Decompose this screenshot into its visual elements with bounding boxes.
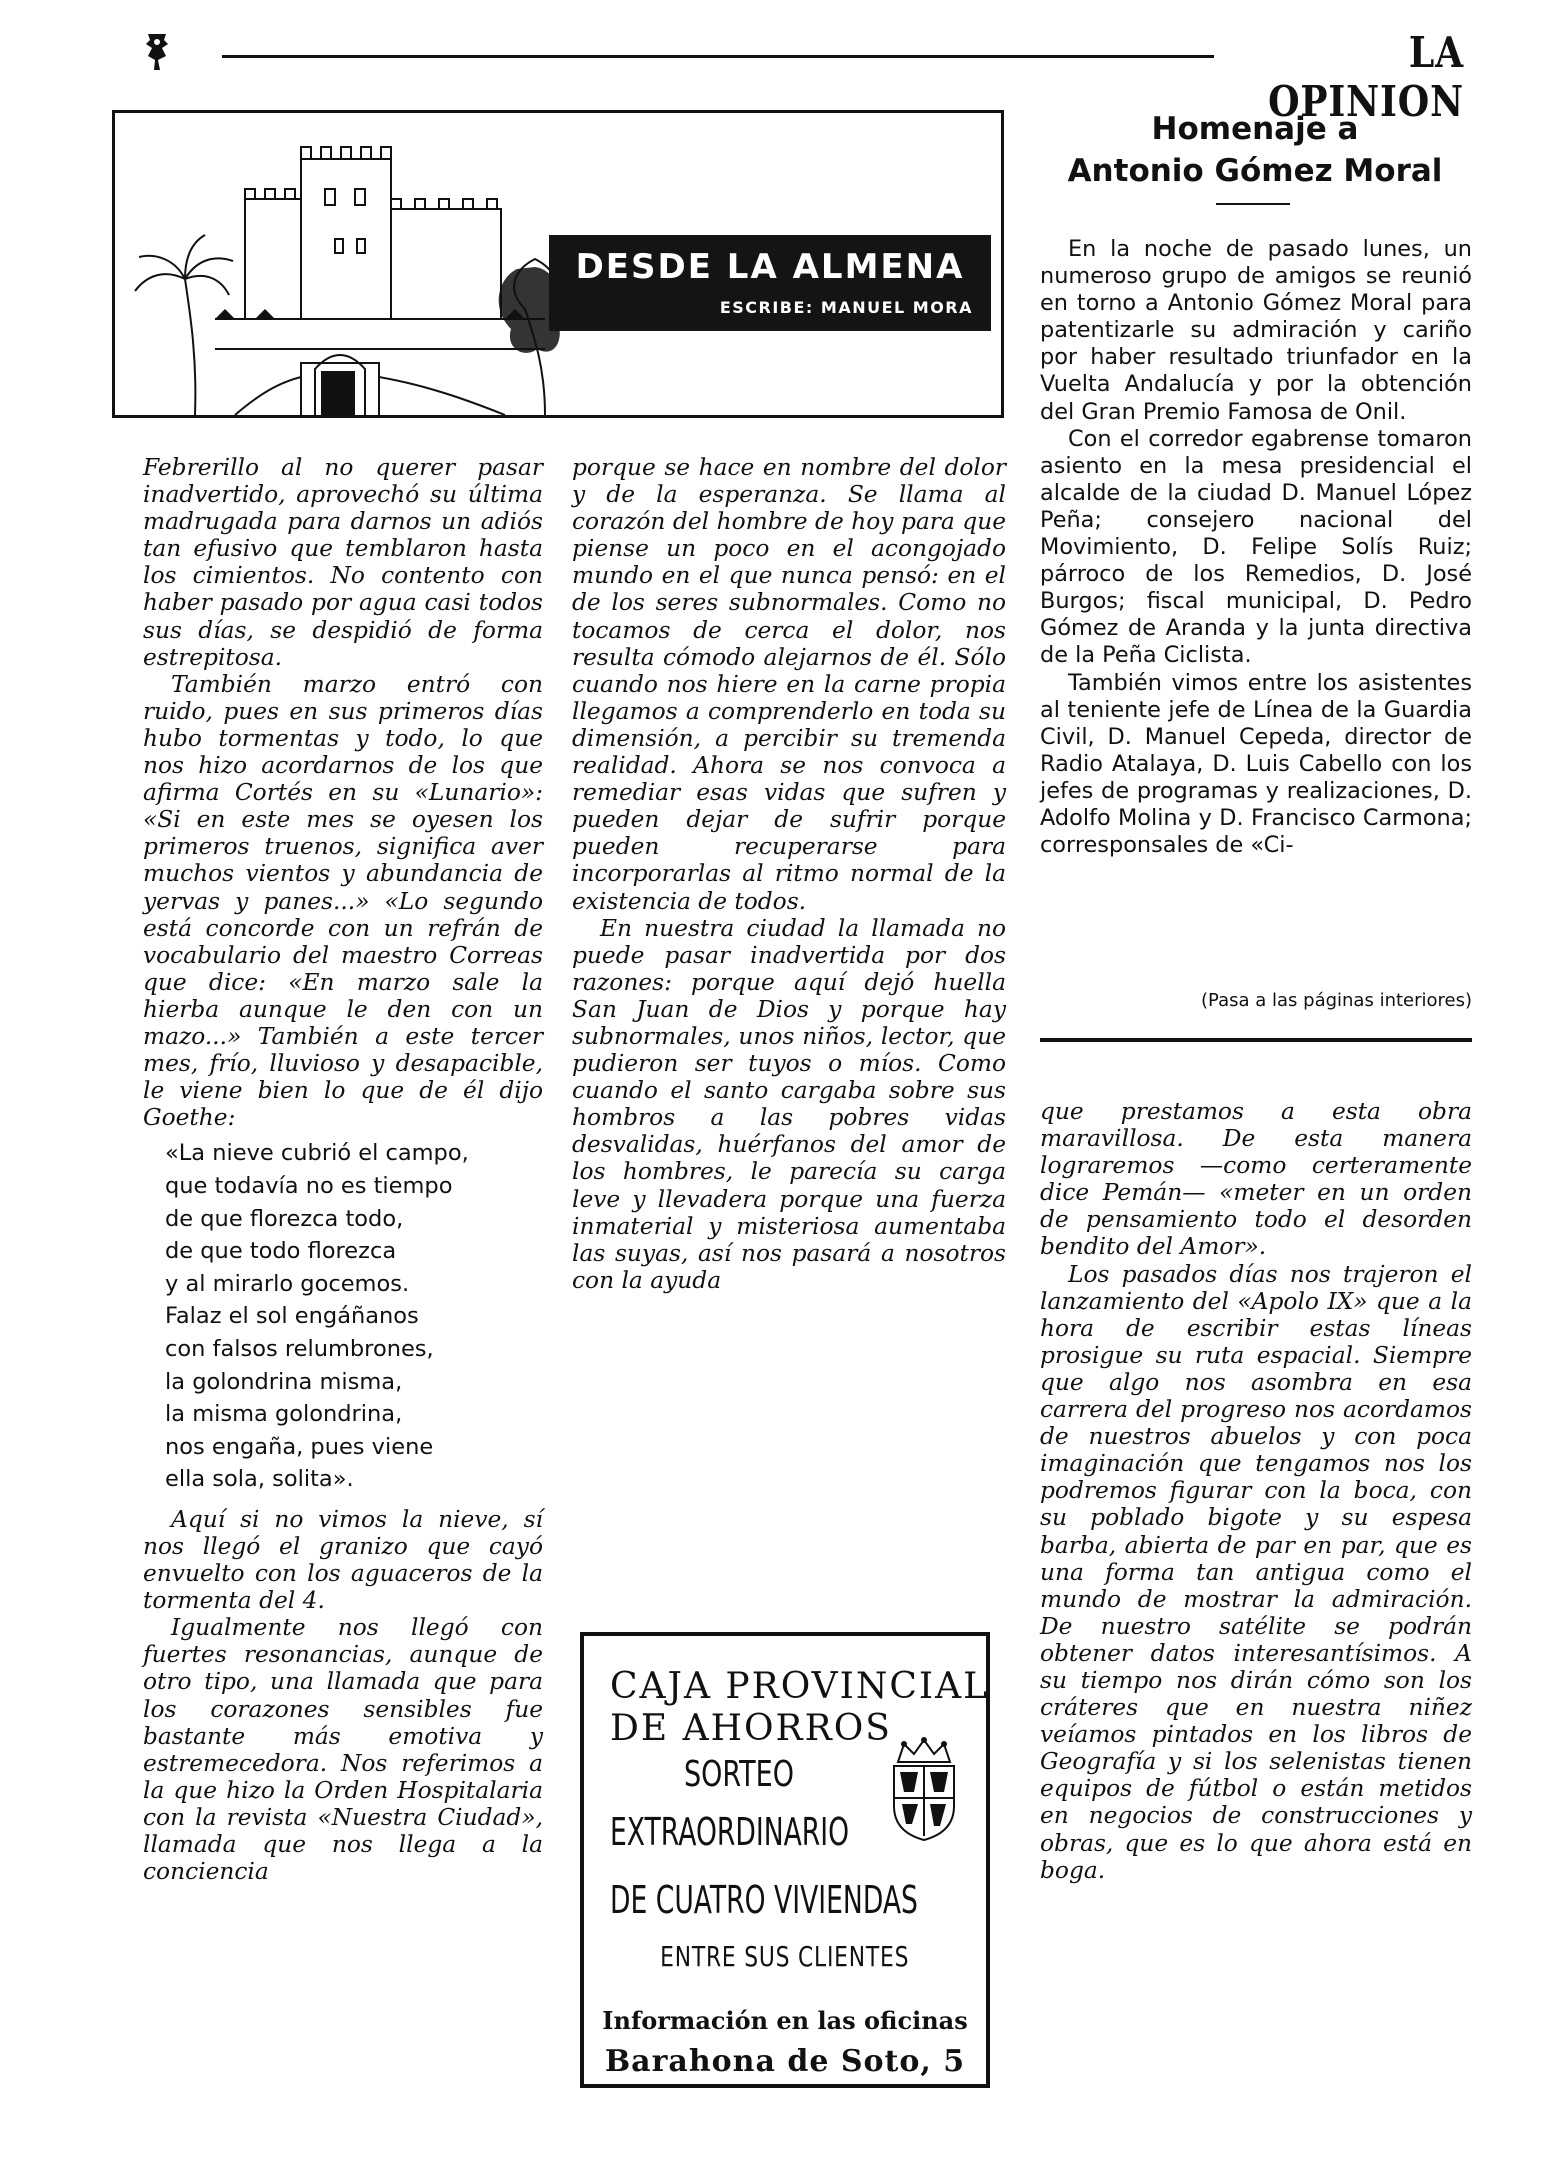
ad-line: SORTEO — [684, 1754, 794, 1795]
coat-of-arms-icon — [884, 1736, 964, 1842]
paragraph: También vimos entre los asistentes al teniente jefe de Línea de la Guardia Civil, D. Manuel Cepeda, director de Radio Atalaya, D. Luis Cabello con los jefes de programas y realizaciones, D. Adolfo Molina y D. Francisco Carmona; corresponsales de «Ci- — [1040, 669, 1472, 859]
poem-line: de que florezca todo, — [165, 1205, 404, 1232]
ad-line: DE CUATRO VIVIENDAS — [610, 1878, 918, 1922]
masthead-title: LA OPINION — [1268, 28, 1464, 126]
banner-title: DESDE LA ALMENA — [575, 247, 965, 287]
ad-line — [584, 1940, 986, 1973]
homenaje-article — [1040, 236, 1472, 859]
ad-line: DE AHORROS — [610, 1708, 892, 1749]
title-rule — [1216, 203, 1290, 205]
poem-line: la golondrina misma, — [165, 1368, 403, 1395]
masthead-logo-icon — [142, 30, 172, 74]
paragraph: También marzo entró con ruido, pues en sus primeros días hubo tormentas y todo, lo que nos hizo acordarnos de los que afirma Cortés en su «Lunario»: «Si en este mes se oyesen los primeros truenos, significa aver muchos vientos y abundancia de yervas y panes...» «Lo segundo está concorde con un refrán de vocabulario del maestro Correas que dice: «En marzo sale la hierba aunque le den con un mazo...» También a este tercer mes, frío, lluvioso y desapacible, le viene bien lo que de él dijo Goethe: — [143, 670, 543, 1132]
poem-line: con falsos relumbrones, — [165, 1335, 434, 1362]
banner-byline: ESCRIBE: MANUEL MORA — [719, 298, 973, 317]
poem-line: de que todo florezca — [165, 1238, 397, 1265]
paragraph: Con el corredor egabrense tomaron asiento en la mesa presidencial el alcalde de la ciudad D. Manuel López Peña; consejero nacional del Movimiento, D. Felipe Solís Ruiz; párroco de los Remedios, D. José Burgos; fiscal municipal, D. Pedro Gómez de Aranda y la junta directiva de la Peña Ciclista. — [1040, 425, 1472, 669]
homenaje-title-line: Antonio Gómez Moral — [1067, 153, 1443, 189]
article-right-column — [1040, 1098, 1472, 1884]
poem-line: «La nieve cubrió el campo, — [165, 1140, 469, 1167]
ad-line: CAJA PROVINCIAL — [610, 1666, 990, 1707]
goethe-poem — [165, 1137, 543, 1496]
poem-line: nos engaña, pues viene — [165, 1433, 434, 1460]
paragraph: porque se hace en nombre del dolor y de la esperanza. Se llama al corazón del hombre de hoy para que piense un poco en el acongojado mundo en el que nunca pensó: en el de los seres subnormales. Como no tocamos de cerca el dolor, nos resulta cómodo alejarnos de él. Sólo cuando nos hiere en la carne propia llegamos a comprenderlo en toda su dimensión, a percibir su tremenda realidad. Ahora se nos convoca a remediar esas vidas que sufren y pueden dejar de sufrir porque pueden recuperarse para incorporarlas al ritmo normal de la existencia de todos. — [572, 454, 1006, 915]
column-header-box — [112, 110, 1004, 418]
column-banner — [549, 235, 991, 331]
poem-line: y al mirarlo gocemos. — [165, 1270, 410, 1297]
castle-illustration — [125, 119, 565, 415]
article-left-column — [143, 454, 543, 1885]
ad-line-text: ENTRE SUS CLIENTES — [660, 1940, 910, 1973]
poem-line: Falaz el sol engáñanos — [165, 1303, 419, 1330]
paragraph: que prestamos a esta obra maravillosa. De esta manera lograremos —como certeramente dice Pemán— «meter en un orden de pensamiento todo el desorden bendito del Amor». — [1040, 1098, 1472, 1261]
caja-ahorros-advertisement — [580, 1632, 990, 2088]
paragraph: Febrerillo al no querer pasar inadvertido, aprovechó su última madrugada para darnos un adiós tan efusivo que temblaron hasta los cimientos. No contento con haber pasado por agua casi todos sus días, se despidió de forma estrepitosa. — [143, 454, 543, 671]
homenaje-title-line: Homenaje a — [1151, 111, 1359, 147]
homenaje-title — [1030, 108, 1480, 192]
paragraph: Igualmente nos llegó con fuertes resonancias, aunque de otro tipo, una llamada que para los corazones sensibles fue bastante más emotiva y estremecedora. Nos referimos a la que hizo la Orden Hospitalaria con la revista «Nuestra Ciudad», llamada que nos llega a la conciencia — [143, 1614, 543, 1886]
poem-line: ella sola, solita». — [165, 1466, 354, 1493]
ad-line: EXTRAORDINARIO — [610, 1810, 850, 1854]
masthead-rule — [222, 55, 1214, 58]
ad-line: Información en las oficinas — [602, 2006, 968, 2035]
poem-line: la misma golondrina, — [165, 1401, 403, 1428]
poem-line: que todavía no es tiempo — [165, 1172, 453, 1199]
article-middle-column — [572, 454, 1006, 1294]
continued-note: (Pasa a las páginas interiores) — [1201, 990, 1472, 1011]
section-rule — [1040, 1038, 1472, 1042]
paragraph: En nuestra ciudad la llamada no puede pasar inadvertida por dos razones: porque aquí dejó huella San Juan de Dios y porque hay subnormales, unos niños, lector, que pudieron ser tuyos o míos. Como cuando el santo cargaba sobre sus hombros a las pobres vidas desvalidas, huérfanos del amor de los hombres, le parecía su carga leve y llevadera porque una fuerza inmaterial y misteriosa aumentaba las suyas, así nos pasará a nosotros con la ayuda — [572, 914, 1006, 1294]
ad-address: Barahona de Soto, 5 — [604, 2044, 966, 2079]
paragraph: Los pasados días nos trajeron el lanzamiento del «Apolo IX» que a la hora de escribir estas líneas prosigue su ruta espacial. Siempre que algo nos asombra en esa carrera del progreso nos acordamos de nuestros abuelos y con poca imaginación que tengamos nos los podremos figurar con la boca, con su poblado bigote y su espesa barba, abierta de par en par, que es una forma tan antigua como el mundo de mostrar la admiración. De nuestro satélite se podrán obtener datos interesantísimos. A su tiempo nos dirán cómo son los cráteres que en nuestra niñez veíamos pintados en los libros de Geografía y si los selenistas tienen equipos de fútbol o están metidos en negocios de construcciones y obras, que es lo que ahora está en boga. — [1040, 1260, 1472, 1884]
paragraph: En la noche de pasado lunes, un numeroso grupo de amigos se reunió en torno a Antonio Gómez Moral para patentizarle su admiración y cariño por haber resultado triunfador en la Vuelta Andalucía y por la obtención del Gran Premio Famosa de Onil. — [1040, 236, 1472, 425]
paragraph: Aquí si no vimos la nieve, sí nos llegó el granizo que cayó envuelto con los aguaceros de la tormenta del 4. — [143, 1505, 543, 1615]
